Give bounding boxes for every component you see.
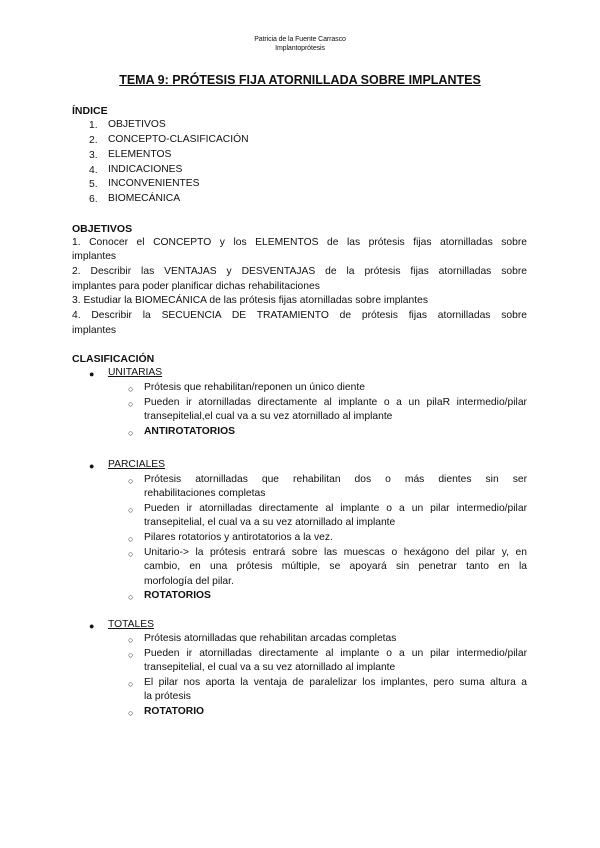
circle-bullet-icon: ○ <box>128 428 134 438</box>
objective-line: 4. Describir la SECUENCIA DE TRATAMIENTO de prótesis fijas atornilladas sobre <box>72 310 527 321</box>
bullet-icon: ● <box>89 369 95 379</box>
circle-bullet-icon: ○ <box>128 534 134 544</box>
index-heading: ÍNDICE <box>72 105 108 117</box>
circle-bullet-icon: ○ <box>128 635 134 645</box>
list-item-line: Pueden ir atornilladas directamente al implante o a un pilar intermedio/pilar <box>144 648 527 659</box>
index-item: INCONVENIENTES <box>108 178 200 189</box>
bullet-icon: ● <box>89 461 95 471</box>
index-item: INDICACIONES <box>108 164 183 175</box>
list-item-line: Prótesis atornilladas que rehabilitan arcadas completas <box>144 633 397 644</box>
list-item-line: morfología del pilar. <box>144 576 234 587</box>
objective-line: implantes <box>72 325 117 336</box>
group-label-unitarias: UNITARIAS <box>108 367 163 378</box>
list-item-line: Pueden ir atornilladas directamente al implante o a un pilar intermedio/pilar <box>144 503 527 514</box>
bullet-icon: ● <box>89 621 95 631</box>
header-subject: Implantoprótesis <box>275 45 325 52</box>
index-number: 2. <box>89 135 98 146</box>
circle-bullet-icon: ○ <box>128 549 134 559</box>
circle-bullet-icon: ○ <box>128 399 134 409</box>
index-number: 5. <box>89 179 98 190</box>
objective-line: 2. Describir las VENTAJAS y DESVENTAJAS de la prótesis fijas atornilladas sobre <box>72 266 527 277</box>
list-item-line: ROTATORIO <box>144 706 205 717</box>
list-item-line: transepitelial,el cual va a su vez atornillado al implante <box>144 411 393 422</box>
circle-bullet-icon: ○ <box>128 384 134 394</box>
index-number: 3. <box>89 150 98 161</box>
list-item-line: transepitelial, el cual va a su vez atornillado al implante <box>144 517 396 528</box>
index-item: CONCEPTO-CLASIFICACIÓN <box>108 134 249 145</box>
list-item-line: Prótesis que rehabilitan/reponen un único diente <box>144 382 365 393</box>
objectives-heading: OBJETIVOS <box>72 223 133 235</box>
list-item-line: ANTIROTATORIOS <box>144 426 235 437</box>
header-author: Patricia de la Fuente Carrasco <box>254 36 346 43</box>
circle-bullet-icon: ○ <box>128 505 134 515</box>
group-label-parciales: PARCIALES <box>108 459 166 470</box>
list-item-line: El pilar nos aporta la ventaja de paralelizar los implantes, pero suma altura a <box>144 677 527 688</box>
index-item: BIOMECÁNICA <box>108 193 181 204</box>
list-item-line: Pilares rotatorios y antirotatorios a la vez. <box>144 532 333 543</box>
list-item-line: cambio, en una prótesis múltiple, se apoyará sin penetrar tanto en la <box>144 561 527 572</box>
index-item: OBJETIVOS <box>108 119 166 130</box>
list-item-line: Prótesis atornilladas que rehabilitan dos o más dientes sin ser <box>144 474 527 485</box>
circle-bullet-icon: ○ <box>128 650 134 660</box>
index-number: 4. <box>89 165 98 176</box>
index-item: ELEMENTOS <box>108 149 172 160</box>
list-item-line: rehabilitaciones completas <box>144 488 266 499</box>
objective-line: implantes <box>72 251 117 262</box>
list-item-line: Pueden ir atornilladas directamente al implante o a un pilaR intermedio/pilar <box>144 397 527 408</box>
circle-bullet-icon: ○ <box>128 679 134 689</box>
group-label-totales: TOTALES <box>108 619 154 630</box>
list-item-line: ROTATORIOS <box>144 590 211 601</box>
index-number: 1. <box>89 120 98 131</box>
index-number: 6. <box>89 194 98 205</box>
classification-heading: CLASIFICACIÓN <box>72 353 155 365</box>
circle-bullet-icon: ○ <box>128 592 134 602</box>
circle-bullet-icon: ○ <box>128 708 134 718</box>
objective-line: 3. Estudiar la BIOMECÁNICA de las prótesis fijas atornilladas sobre implantes <box>72 295 428 306</box>
objective-line: implantes para poder planificar dichas rehabilitaciones <box>72 281 320 292</box>
circle-bullet-icon: ○ <box>128 476 134 486</box>
document-title: TEMA 9: PRÓTESIS FIJA ATORNILLADA SOBRE IMPLANTES <box>119 73 481 87</box>
list-item-line: la prótesis <box>144 691 191 702</box>
list-item-line: transepitelial, el cual va a su vez atornillado al implante <box>144 662 396 673</box>
objective-line: 1. Conocer el CONCEPTO y los ELEMENTOS de las prótesis fijas atornilladas sobre <box>72 237 527 248</box>
list-item-line: Unitario-> la prótesis entrará sobre las muescas o hexágono del pilar y, en <box>144 547 527 558</box>
